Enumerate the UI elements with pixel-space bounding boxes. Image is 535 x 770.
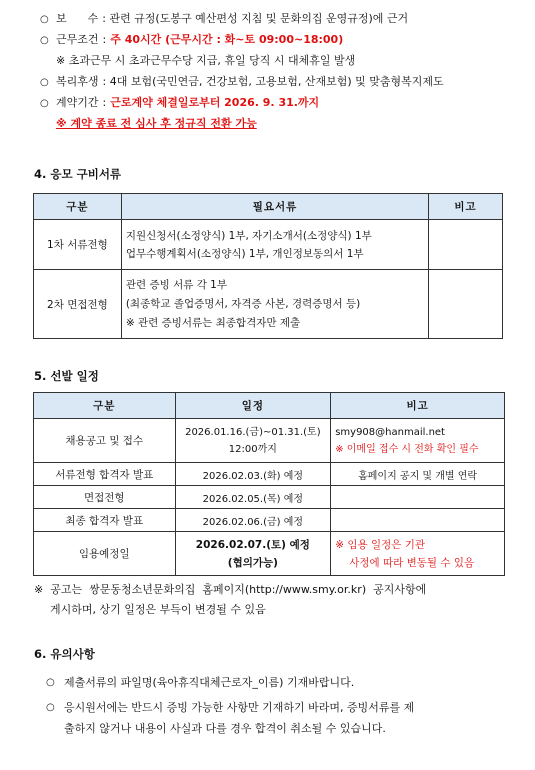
documents-line: 관련 증빙 서류 각 1부 xyxy=(125,278,228,291)
remarks-cell xyxy=(331,532,505,576)
salary-label: 보 수 xyxy=(56,12,99,25)
list-item xyxy=(46,672,516,693)
hours-colon: : xyxy=(102,33,107,46)
table-row xyxy=(34,220,503,270)
salary-row xyxy=(40,10,530,31)
table-row xyxy=(34,509,505,532)
circle-bullet-icon: ○ xyxy=(46,702,55,713)
section6-heading: 6. 유의사항 xyxy=(34,647,95,661)
circle-bullet-icon: ○ xyxy=(40,35,49,46)
documents-cell xyxy=(121,220,428,270)
employment-conditions xyxy=(40,10,530,136)
section4-heading: 4. 응모 구비서류 xyxy=(34,167,122,181)
col-header-remarks: 비고 xyxy=(429,194,503,220)
date-cell: 2026.02.05.(목) 예정 xyxy=(175,486,331,509)
footnote-line: ※ 공고는 쌍문동청소년문화의집 홈페이지(http://www.smy.or.kr) 공지사항에 xyxy=(34,583,427,596)
section5-heading: 5. 선발 일정 xyxy=(34,369,99,383)
contract-note-row xyxy=(40,115,530,136)
overtime-note: ※ 초과근무 시 초과근무수당 지급, 휴일 당직 시 대체휴일 발생 xyxy=(56,54,356,67)
remarks-cell xyxy=(429,220,503,270)
notes-list xyxy=(46,672,516,739)
hours-row xyxy=(40,31,530,52)
stage-cell: 임용예정일 xyxy=(34,532,176,576)
note-text: 응시원서에는 반드시 증빙 가능한 사항만 기재하기 바라며, 증빙서류를 제 xyxy=(64,701,415,714)
col-header-remarks: 비고 xyxy=(331,393,505,419)
contract-label: 계약기간 xyxy=(56,96,99,109)
documents-line: ※ 관련 증빙서류는 최종합격자만 제출 xyxy=(125,316,301,329)
col-header-schedule: 일정 xyxy=(175,393,331,419)
stage-cell: 2차 면접전형 xyxy=(34,270,122,339)
date-cell: 2026.02.03.(화) 예정 xyxy=(175,463,331,486)
contract-row xyxy=(40,94,530,115)
list-item xyxy=(46,697,516,739)
schedule-table xyxy=(33,392,505,576)
salary-value: : 관련 규정(도봉구 예산편성 지침 및 문화의집 운영규정)에 근거 xyxy=(102,12,409,25)
stage-cell: 서류전형 합격자 발표 xyxy=(34,463,176,486)
date-cell xyxy=(175,419,331,463)
documents-line: 지원신청서(소정양식) 1부, 자기소개서(소정양식) 1부 xyxy=(125,229,372,242)
note-text: 제출서류의 파일명(육아휴직대체근로자_이름) 기재바랍니다. xyxy=(64,676,355,689)
date-cell: 2026.02.06.(금) 예정 xyxy=(175,509,331,532)
note-text-block xyxy=(64,697,414,739)
date-line: (협의가능) xyxy=(227,556,278,569)
schedule-footnote xyxy=(34,580,514,620)
contract-value: 근로계약 체결일로부터 2026. 9. 31.까지 xyxy=(110,96,320,109)
circle-bullet-icon: ○ xyxy=(40,14,49,25)
date-line: 2026.02.07.(토) 예정 xyxy=(195,538,310,551)
date-cell xyxy=(175,532,331,576)
email-notice: ※ 이메일 접수 시 전화 확인 필수 xyxy=(335,443,479,455)
table-row xyxy=(34,532,505,576)
remarks-cell xyxy=(429,270,503,339)
documents-line: (최종학교 졸업증명서, 자격증 사본, 경력증명서 등) xyxy=(125,297,361,310)
documents-line: 업무수행계획서(소정양식) 1부, 개인정보동의서 1부 xyxy=(125,247,364,260)
remarks-cell xyxy=(331,486,505,509)
hours-label: 근무조건 xyxy=(56,33,99,46)
welfare-label: 복리후생 xyxy=(56,75,99,88)
date-line: 2026.01.16.(금)~01.31.(토) xyxy=(185,426,321,438)
col-header-category: 구분 xyxy=(34,194,122,220)
table-row xyxy=(34,463,505,486)
contract-note: ※ 계약 종료 전 심사 후 정규직 전환 가능 xyxy=(56,117,257,130)
remarks-cell: 홈페이지 공지 및 개별 연락 xyxy=(331,463,505,486)
hours-value: 주 40시간 (근무시간 : 화~토 09:00~18:00) xyxy=(110,33,344,46)
table-row xyxy=(34,270,503,339)
footnote-line: 게시하며, 상기 일정은 부득이 변경될 수 있음 xyxy=(50,603,266,616)
circle-bullet-icon: ○ xyxy=(46,677,55,688)
col-header-documents: 필요서류 xyxy=(121,194,428,220)
remarks-line: ※ 임용 일정은 기관 xyxy=(335,538,426,551)
documents-table xyxy=(33,193,503,339)
welfare-row xyxy=(40,73,530,94)
stage-cell: 채용공고 및 접수 xyxy=(34,419,176,463)
email-address: smy908@hanmail.net xyxy=(335,426,445,438)
remarks-cell xyxy=(331,509,505,532)
circle-bullet-icon: ○ xyxy=(40,98,49,109)
note-text: 출하지 않거나 내용이 사실과 다를 경우 합격이 취소될 수 있습니다. xyxy=(64,722,386,735)
remarks-cell xyxy=(331,419,505,463)
remarks-line: 사정에 따라 변동될 수 있음 xyxy=(349,556,475,569)
contract-colon: : xyxy=(102,96,107,109)
stage-cell: 면접전형 xyxy=(34,486,176,509)
circle-bullet-icon: ○ xyxy=(40,77,49,88)
table-row xyxy=(34,419,505,463)
date-line: 12:00까지 xyxy=(228,443,277,455)
table-row xyxy=(34,486,505,509)
documents-cell xyxy=(121,270,428,339)
col-header-category: 구분 xyxy=(34,393,176,419)
stage-cell: 1차 서류전형 xyxy=(34,220,122,270)
welfare-value: : 4대 보험(국민연금, 건강보험, 고용보험, 산재보험) 및 맞춤형복지제도 xyxy=(102,75,444,88)
stage-cell: 최종 합격자 발표 xyxy=(34,509,176,532)
